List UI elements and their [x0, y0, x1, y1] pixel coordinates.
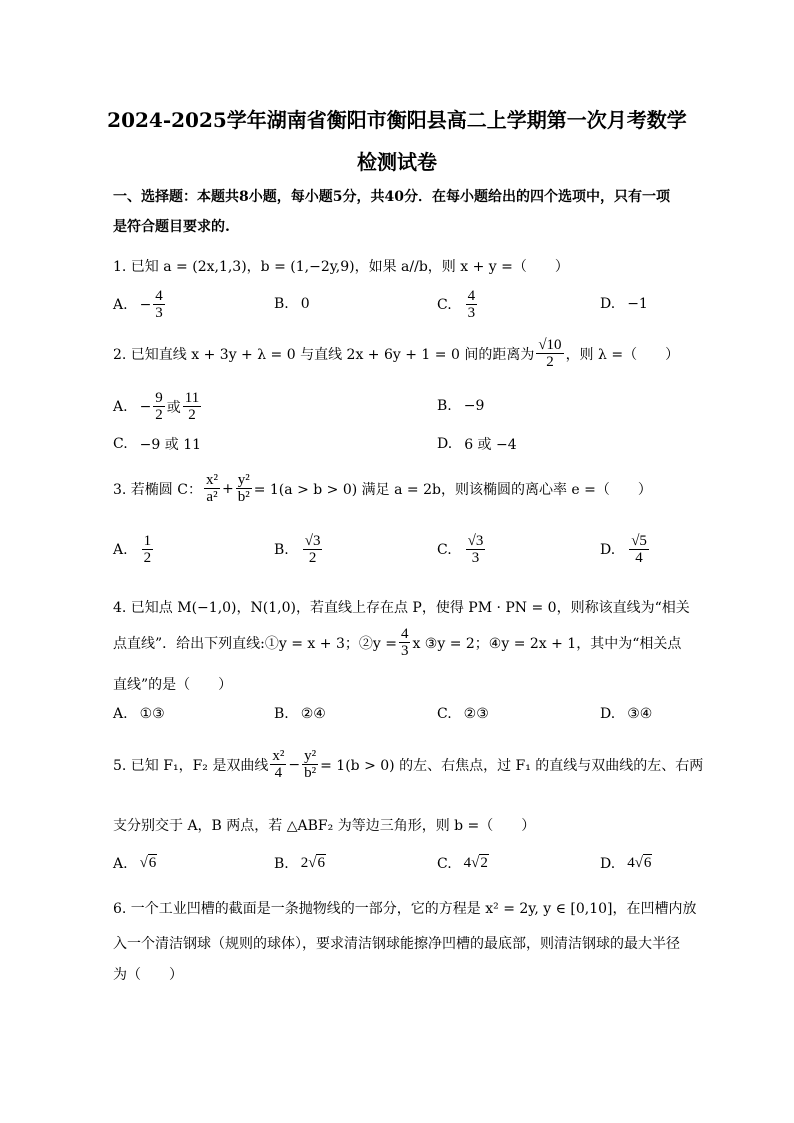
plus-sign: + — [221, 480, 234, 497]
fraction — [399, 626, 411, 659]
numerator: √3 — [467, 533, 484, 549]
numerator: y² — [237, 472, 250, 488]
fraction — [153, 390, 165, 423]
numerator: x² — [272, 748, 285, 764]
or-word: 或 — [166, 399, 181, 416]
q3-option-d — [600, 533, 651, 566]
denominator: 3 — [155, 305, 163, 321]
denominator: 4 — [635, 550, 643, 566]
coefficient: 2 — [300, 855, 309, 871]
q2-stem-end: ，则 λ =（ ） — [565, 346, 680, 363]
q2-stem — [113, 337, 679, 370]
numerator: √3 — [304, 533, 321, 549]
q5-option-b — [274, 855, 326, 872]
minus-sign: − — [139, 398, 152, 415]
radicand: 6 — [148, 855, 157, 871]
fraction — [466, 288, 478, 321]
q5-option-d — [600, 855, 652, 872]
q5-option-c — [437, 855, 489, 872]
q5-line1-end: = 1(b > 0) 的左、右焦点，过 F₁ 的直线与双曲线的左、右两 — [320, 757, 704, 774]
q4-option-a — [113, 706, 165, 722]
option-label: D. — [600, 296, 616, 312]
q2-option-d — [437, 434, 517, 454]
denominator: 3 — [400, 643, 409, 659]
denominator: b² — [237, 489, 250, 505]
denominator: 2 — [155, 407, 163, 423]
fraction — [536, 337, 563, 370]
denominator: 2 — [546, 354, 554, 370]
q1-option-c — [437, 288, 479, 321]
radical: 4√6 — [627, 855, 652, 871]
option-label: C. — [113, 436, 128, 452]
q1-option-a — [113, 288, 167, 321]
q5-line1-start: 5. 已知 F₁，F₂ 是双曲线 — [113, 757, 269, 774]
option-label: C. — [437, 855, 452, 872]
q4-line2-end: x ③y = 2；④y = 2x + 1，其中为“相关点 — [412, 635, 682, 652]
denominator: 3 — [467, 305, 476, 321]
fraction — [270, 748, 286, 781]
option-label: A. — [113, 398, 128, 415]
coefficient: 4 — [627, 855, 635, 871]
q5-line1 — [113, 748, 703, 781]
numerator: 9 — [155, 390, 163, 406]
fraction — [236, 472, 252, 505]
numerator: y² — [304, 748, 317, 764]
q1-option-d — [600, 296, 648, 312]
option-label: D. — [437, 436, 453, 452]
option-text: 0 — [300, 296, 310, 312]
option-label: D. — [600, 541, 616, 558]
fraction — [303, 533, 323, 566]
radicand: 2 — [480, 855, 488, 871]
q2-option-b — [437, 398, 484, 414]
denominator: 4 — [274, 765, 283, 781]
radicand: 6 — [317, 855, 325, 871]
numerator: 4 — [467, 288, 476, 304]
section-heading-line1: 一、选择题：本题共8小题，每小题5分，共40分．在每小题给出的四个选项中，只有一项 — [113, 189, 670, 205]
numerator: 4 — [155, 288, 163, 304]
denominator: b² — [304, 765, 317, 781]
q2-option-c — [113, 434, 201, 454]
minus-sign: − — [288, 756, 301, 773]
option-label: D. — [600, 706, 616, 722]
option-label: B. — [274, 706, 289, 722]
denominator: 3 — [471, 550, 480, 566]
q4-option-b — [274, 706, 326, 722]
q6-line1: 6. 一个工业凹槽的截面是一条抛物线的一部分，它的方程是 x² = 2y, y ∈ [0,10]，在凹槽内放 — [113, 901, 697, 917]
option-text: −9 或 11 — [139, 437, 202, 453]
section-heading-line2: 是符合题目要求的. — [113, 219, 230, 235]
numerator: √10 — [538, 337, 562, 353]
option-label: B. — [274, 296, 289, 312]
exam-title-line2: 检测试卷 — [357, 150, 437, 174]
denominator: 2 — [188, 407, 196, 423]
q2-option-a — [113, 390, 203, 423]
option-label: B. — [274, 855, 289, 872]
radical: 4√2 — [463, 855, 488, 871]
q1-option-b — [274, 296, 310, 312]
q4-option-c — [437, 706, 489, 722]
denominator: 2 — [308, 550, 317, 566]
numerator: √5 — [631, 533, 647, 549]
q2-stem-start: 2. 已知直线 x + 3y + λ = 0 与直线 2x + 6y + 1 = 0 间的距离为 — [113, 346, 535, 363]
denominator: a² — [206, 489, 218, 505]
numerator: 1 — [143, 533, 152, 549]
q6-line2: 入一个清洁钢球（规则的球体），要求清洁钢球能擦净凹槽的最底部，则清洁钢球的最大半径 — [113, 936, 680, 952]
q4-option-d — [600, 706, 652, 722]
q3-option-c — [437, 533, 487, 566]
option-label: B. — [274, 541, 289, 558]
fraction — [629, 533, 649, 566]
q3-stem-start: 3. 若椭圆 C： — [113, 481, 202, 498]
option-label: C. — [437, 296, 452, 313]
q5-option-a — [113, 855, 157, 872]
q3-option-a — [113, 533, 155, 566]
option-text: −1 — [627, 296, 648, 312]
option-text: ②④ — [300, 706, 326, 722]
exam-title-line1: 2024-2025学年湖南省衡阳市衡阳县高二上学期第一次月考数学 — [107, 108, 687, 132]
q3-stem-end: = 1(a > b > 0) 满足 a = 2b，则该椭圆的离心率 e =（ ） — [253, 481, 652, 498]
q1-stem: 1. 已知 a = (2x,1,3)，b = (1,−2y,9)，如果 a//b，则 x + y =（ ） — [113, 259, 569, 275]
numerator: 11 — [184, 390, 200, 406]
minus-sign: − — [139, 296, 152, 313]
radicand: 6 — [643, 855, 652, 871]
q4-line2 — [113, 626, 681, 659]
option-label: A. — [113, 855, 128, 872]
option-text: ③④ — [627, 706, 653, 722]
q4-line1: 4. 已知点 M(−1,0)，N(1,0)，若直线上存在点 P，使得 PM · PN = 0，则称该直线为“相关 — [113, 600, 690, 616]
fraction — [302, 748, 318, 781]
option-text: ②③ — [463, 706, 489, 722]
option-label: A. — [113, 541, 128, 558]
option-text: 6 或 −4 — [464, 437, 517, 453]
fraction — [204, 472, 220, 505]
q4-line2-start: 点直线”．给出下列直线:①y = x + 3；②y = — [113, 635, 397, 652]
option-label: B. — [437, 398, 452, 414]
q5-line2: 支分别交于 A，B 两点，若 △ABF₂ 为等边三角形，则 b =（ ） — [113, 818, 536, 834]
numerator: 4 — [400, 626, 409, 642]
fraction — [466, 533, 486, 566]
fraction — [153, 288, 165, 321]
q6-line3: 为（ ） — [113, 967, 183, 983]
option-label: A. — [113, 706, 128, 722]
numerator: x² — [205, 472, 218, 488]
q4-line3: 直线”的是（ ） — [113, 677, 233, 693]
coefficient: 4 — [463, 855, 472, 871]
fraction — [183, 390, 201, 423]
option-text: ①③ — [139, 706, 165, 722]
option-text: −9 — [463, 398, 485, 414]
radical: 2√6 — [300, 855, 325, 871]
option-label: A. — [113, 296, 128, 313]
fraction — [142, 533, 154, 566]
option-label: C. — [437, 706, 452, 722]
q3-stem — [113, 472, 652, 505]
radical: √6 — [139, 855, 157, 871]
q3-option-b — [274, 533, 324, 566]
option-label: D. — [600, 855, 616, 872]
denominator: 2 — [143, 550, 152, 566]
option-label: C. — [437, 541, 452, 558]
